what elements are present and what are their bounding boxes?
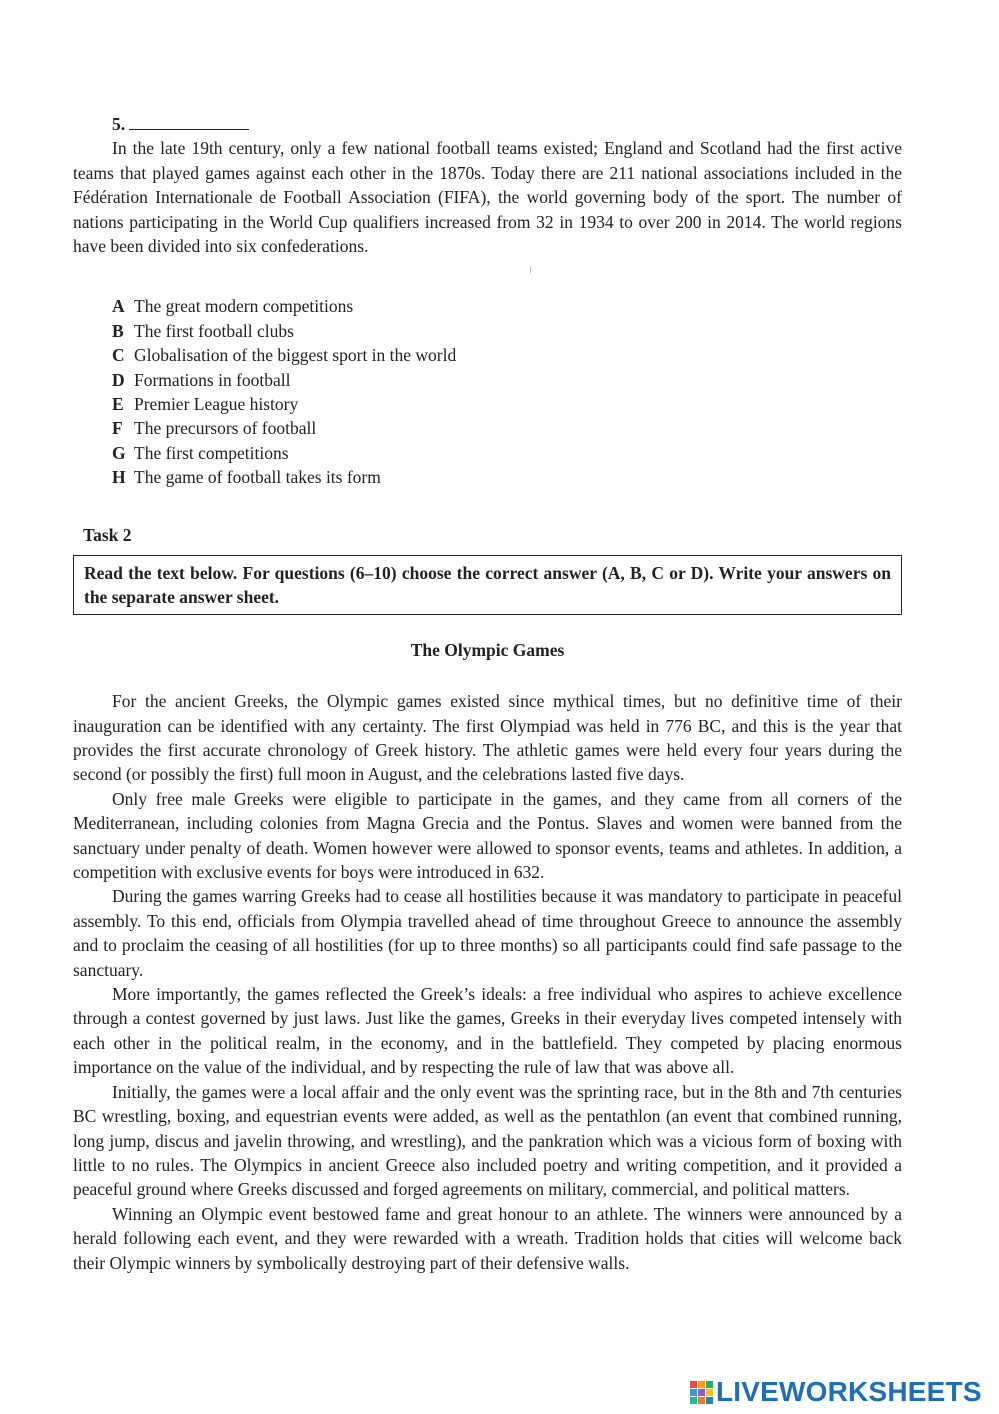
- option-letter: C: [112, 345, 125, 366]
- option-a: [112, 294, 902, 318]
- task-2-title: Task 2: [83, 524, 132, 545]
- logo-mark-icon: [690, 1381, 712, 1403]
- option-text: Globalisation of the biggest sport in the world: [134, 345, 457, 366]
- logo-mark-cell: [698, 1397, 705, 1404]
- worksheet-page: [73, 112, 902, 1275]
- option-g: [112, 441, 902, 465]
- option-text: The first football clubs: [134, 320, 294, 341]
- logo-mark-cell: [706, 1397, 713, 1404]
- question-5-paragraph: In the late 19th century, only a few national football teams existed; England and Scotland had the first active teams that played games against each other in the 1870s. Today there are 211 national associations included in the Fédération Internationale de Football Association (FIFA), the world governing body of the sport. The number of nations participating in the World Cup qualifiers increased from 32 in 1934 to over 200 in 2014. The world regions have been divided into six confederations.: [73, 138, 902, 257]
- option-letter: B: [112, 320, 124, 341]
- article-paragraph: During the games warring Greeks had to cease all hostilities because it was mandatory to participate in peaceful assembly. To this end, officials from Olympia travelled ahead of time throughout Greece to announce the assembly and to proclaim the ceasing of all hostilities (for up to three months) so all participants could find safe passage to the sanctuary.: [73, 886, 902, 980]
- article-paragraph: Only free male Greeks were eligible to participate in the games, and they came from all corners of the Mediterranean, including colonies from Magna Grecia and the Pontus. Slaves and women were banned from the sanctuary under penalty of death. Women however were allowed to sponsor events, teams and athletes. In addition, a competition with exclusive events for boys were introduced in 632.: [73, 788, 902, 883]
- option-letter: D: [112, 369, 125, 390]
- option-letter: A: [112, 296, 125, 317]
- logo-mark-cell: [698, 1381, 705, 1388]
- logo-mark-cell: [706, 1381, 713, 1388]
- article-paragraph: More importantly, the games reflected the Greek’s ideals: a free individual who aspires to achieve excellence through a contest governed by just laws. Just like the games, Greeks in their everyday lives competed intensely with each other in the political realm, in the economy, and in the battlefield. They competed by placing enormous importance on the value of the individual, and by respecting the rule of law that was above all.: [73, 984, 902, 1078]
- option-text: The first competitions: [134, 442, 289, 463]
- logo-text: LIVEWORKSHEETS: [716, 1376, 982, 1407]
- answer-blank-5[interactable]: [129, 115, 249, 130]
- option-text: Formations in football: [134, 369, 291, 390]
- article-paragraph: For the ancient Greeks, the Olympic games existed since mythical times, but no definitive time of their inauguration can be identified with any certainty. The first Olympiad was held in 776 BC, and this is the year that provides the first accurate chronology of Greek history. The athletic games were held every four years during the second (or possibly the first) full moon in August, and the celebrations lasted five days.: [73, 691, 902, 785]
- article-paragraph: Initially, the games were a local affair and the only event was the sprinting race, but in the 8th and 7th centuries BC wrestling, boxing, and equestrian events were added, as well as the pentathlon (an event that combined running, long jump, discus and javelin throwing, and wrestling), and the pankration which was a vicious form of boxing with little to no rules. The Olympics in ancient Greece also included poetry and writing competition, and it provided a peaceful ground where Greeks discussed and forged agreements on military, commercial, and political matters.: [73, 1081, 902, 1200]
- question-5-heading: [112, 112, 902, 136]
- option-text: The game of football takes its form: [134, 467, 381, 488]
- article-body: [73, 689, 902, 1275]
- option-text: The precursors of football: [134, 418, 317, 439]
- task-2-instruction-box: Read the text below. For questions (6–10) choose the correct answer (A, B, C or D). Write your answers on the separate answer sheet.: [73, 555, 902, 615]
- logo-mark-cell: [706, 1389, 713, 1396]
- article-paragraph: Winning an Olympic event bestowed fame and great honour to an athlete. The winners were announced by a herald following each event, and they were rewarded with a wreath. Tradition holds that cities will welcome back their Olympic winners by symbolically destroying part of their defensive walls.: [73, 1203, 902, 1273]
- scan-speck: [530, 267, 531, 273]
- liveworksheets-logo: [690, 1376, 982, 1408]
- option-e: [112, 392, 902, 416]
- logo-mark-cell: [690, 1381, 697, 1388]
- heading-options-list: [112, 294, 902, 489]
- option-letter: G: [112, 442, 126, 463]
- option-d: [112, 368, 902, 392]
- logo-mark-cell: [698, 1389, 705, 1396]
- option-text: The great modern competitions: [134, 296, 354, 317]
- option-letter: F: [112, 418, 123, 439]
- article-title: The Olympic Games: [410, 639, 565, 660]
- logo-mark-cell: [690, 1389, 697, 1396]
- question-5-number: 5.: [112, 114, 126, 134]
- option-c: [112, 343, 902, 367]
- option-text: Premier League history: [134, 394, 299, 414]
- option-f: [112, 416, 902, 440]
- logo-mark-cell: [690, 1397, 697, 1404]
- option-b: [112, 319, 902, 343]
- option-letter: H: [112, 467, 126, 488]
- option-letter: E: [112, 394, 124, 414]
- option-h: [112, 465, 902, 489]
